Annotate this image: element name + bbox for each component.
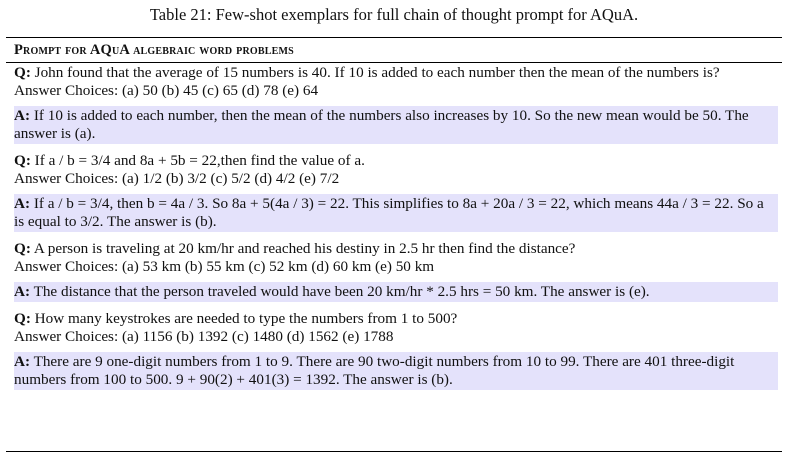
answer-text: If a / b = 3/4, then b = 4a / 3. So 8a + 5(4a / 3) = 22. This simplifies to 8a + 20a / 3 = 22, which means 44a / 3 = 22. So a is equal to 3/2. The answer is (b). xyxy=(14,195,764,230)
answer-choices: Answer Choices: (a) 1156 (b) 1392 (c) 1480 (d) 1562 (e) 1788 xyxy=(14,328,394,345)
answer-label: A: xyxy=(14,283,31,300)
answer-text: There are 9 one-digit numbers from 1 to 9. There are 90 two-digit numbers from 10 to 99. There are 401 three-digit numbers from 100 to 500. 9 + 90(2) + 401(3) = 1392. The answer is (b). xyxy=(14,353,735,388)
question-label: Q: xyxy=(14,240,31,257)
exemplar xyxy=(14,240,778,302)
answer xyxy=(14,194,778,232)
answer-label: A: xyxy=(14,353,31,370)
question xyxy=(14,152,778,170)
question-text: How many keystrokes are needed to type the numbers from 1 to 500? xyxy=(34,310,458,327)
question xyxy=(14,310,778,328)
answer-choices: Answer Choices: (a) 50 (b) 45 (c) 65 (d) 78 (e) 64 xyxy=(14,82,319,99)
answer xyxy=(14,106,778,144)
answer-text: If 10 is added to each number, then the mean of the numbers also increases by 10. So the new mean would be 50. The answer is (a). xyxy=(14,107,749,142)
question xyxy=(14,64,778,82)
question-text: If a / b = 3/4 and 8a + 5b = 22,then find the value of a. xyxy=(34,152,365,169)
answer-text: The distance that the person traveled would have been 20 km/hr * 2.5 hrs = 50 km. The answer is (e). xyxy=(33,283,650,300)
bottom-rule xyxy=(6,451,782,452)
exemplar xyxy=(14,310,778,390)
question-text: John found that the average of 15 numbers is 40. If 10 is added to each number then the mean of the numbers is? xyxy=(34,64,720,81)
question-label: Q: xyxy=(14,310,31,327)
exemplar-list xyxy=(14,64,778,390)
question xyxy=(14,240,778,258)
prompt-header: Prompt for AQuA algebraic word problems xyxy=(14,42,294,58)
answer-label: A: xyxy=(14,107,31,124)
exemplar xyxy=(14,152,778,232)
answer-choices: Answer Choices: (a) 53 km (b) 55 km (c) 52 km (d) 60 km (e) 50 km xyxy=(14,258,435,275)
answer-choices: Answer Choices: (a) 1/2 (b) 3/2 (c) 5/2 (d) 4/2 (e) 7/2 xyxy=(14,170,340,187)
exemplar xyxy=(14,64,778,144)
answer xyxy=(14,282,778,302)
question-label: Q: xyxy=(14,64,31,81)
question-label: Q: xyxy=(14,152,31,169)
top-rule xyxy=(6,37,782,38)
table-caption: Table 21: Few-shot exemplars for full chain of thought prompt for AQuA. xyxy=(149,5,639,24)
answer-label: A: xyxy=(14,195,31,212)
answer xyxy=(14,352,778,390)
header-rule xyxy=(6,62,782,63)
question-text: A person is traveling at 20 km/hr and reached his destiny in 2.5 hr then find the distance? xyxy=(33,240,576,257)
